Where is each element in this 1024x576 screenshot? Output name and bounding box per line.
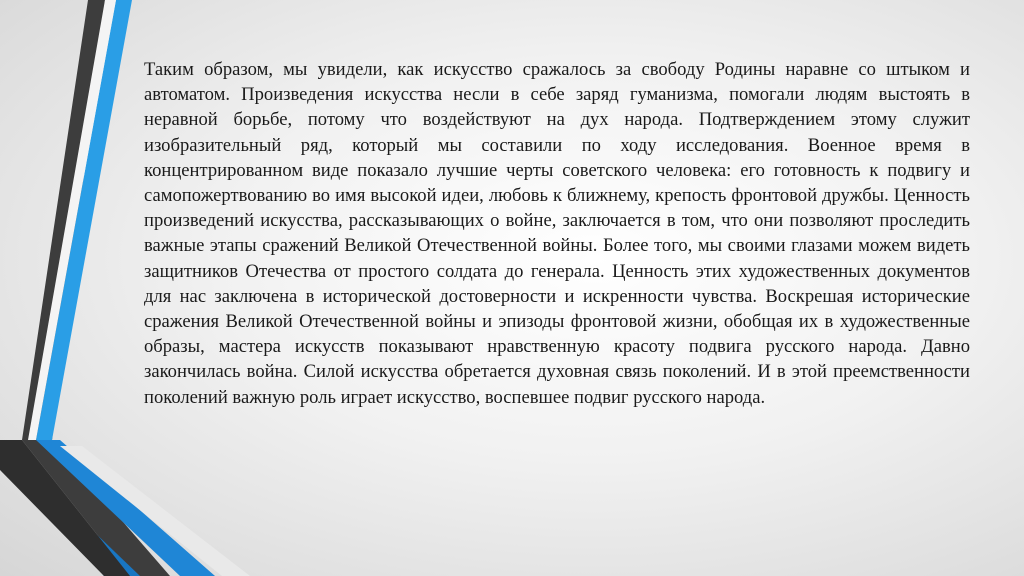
white-separator-stripe xyxy=(28,0,116,440)
body-paragraph: Таким образом, мы увидели, как искусство сражалось за свободу Родины наравне со штыком и автоматом. Произведения искусства несли в себе заряд гуманизма, помогали людям выстоять в неравной борьбе, потому что воздействуют на дух народа. Подтверждением этому служит изобразительный ряд, который мы составили по ходу исследования. Военное время в концентрированном виде показало лучшие черты советского человека: его готовность к подвигу и самопожертвованию во имя высокой идеи, любовь к ближнему, крепость фронтовой дружбы. Ценность произведений искусства, рассказывающих о войне, заключается в том, что они позволяют проследить важные этапы сражений Великой Отечественной войны. Более того, мы своими глазами можем видеть защитников Отечества от простого солдата до генерала. Ценность этих художественных документов для нас заключена в исторической достоверности и искренности чувства. Воскрешая исторические сражения Великой Отечественной войны и эпизоды фронтовой жизни, обобщая их в художественные образы, мастера искусств показывают нравственную красоту подвига русского народа. Давно закончилась война. Силой искусства обретается духовная связь поколений. И в этой преемственности поколений важную роль играет искусство, воспевшее подвиг русского народа. xyxy=(144,59,970,408)
